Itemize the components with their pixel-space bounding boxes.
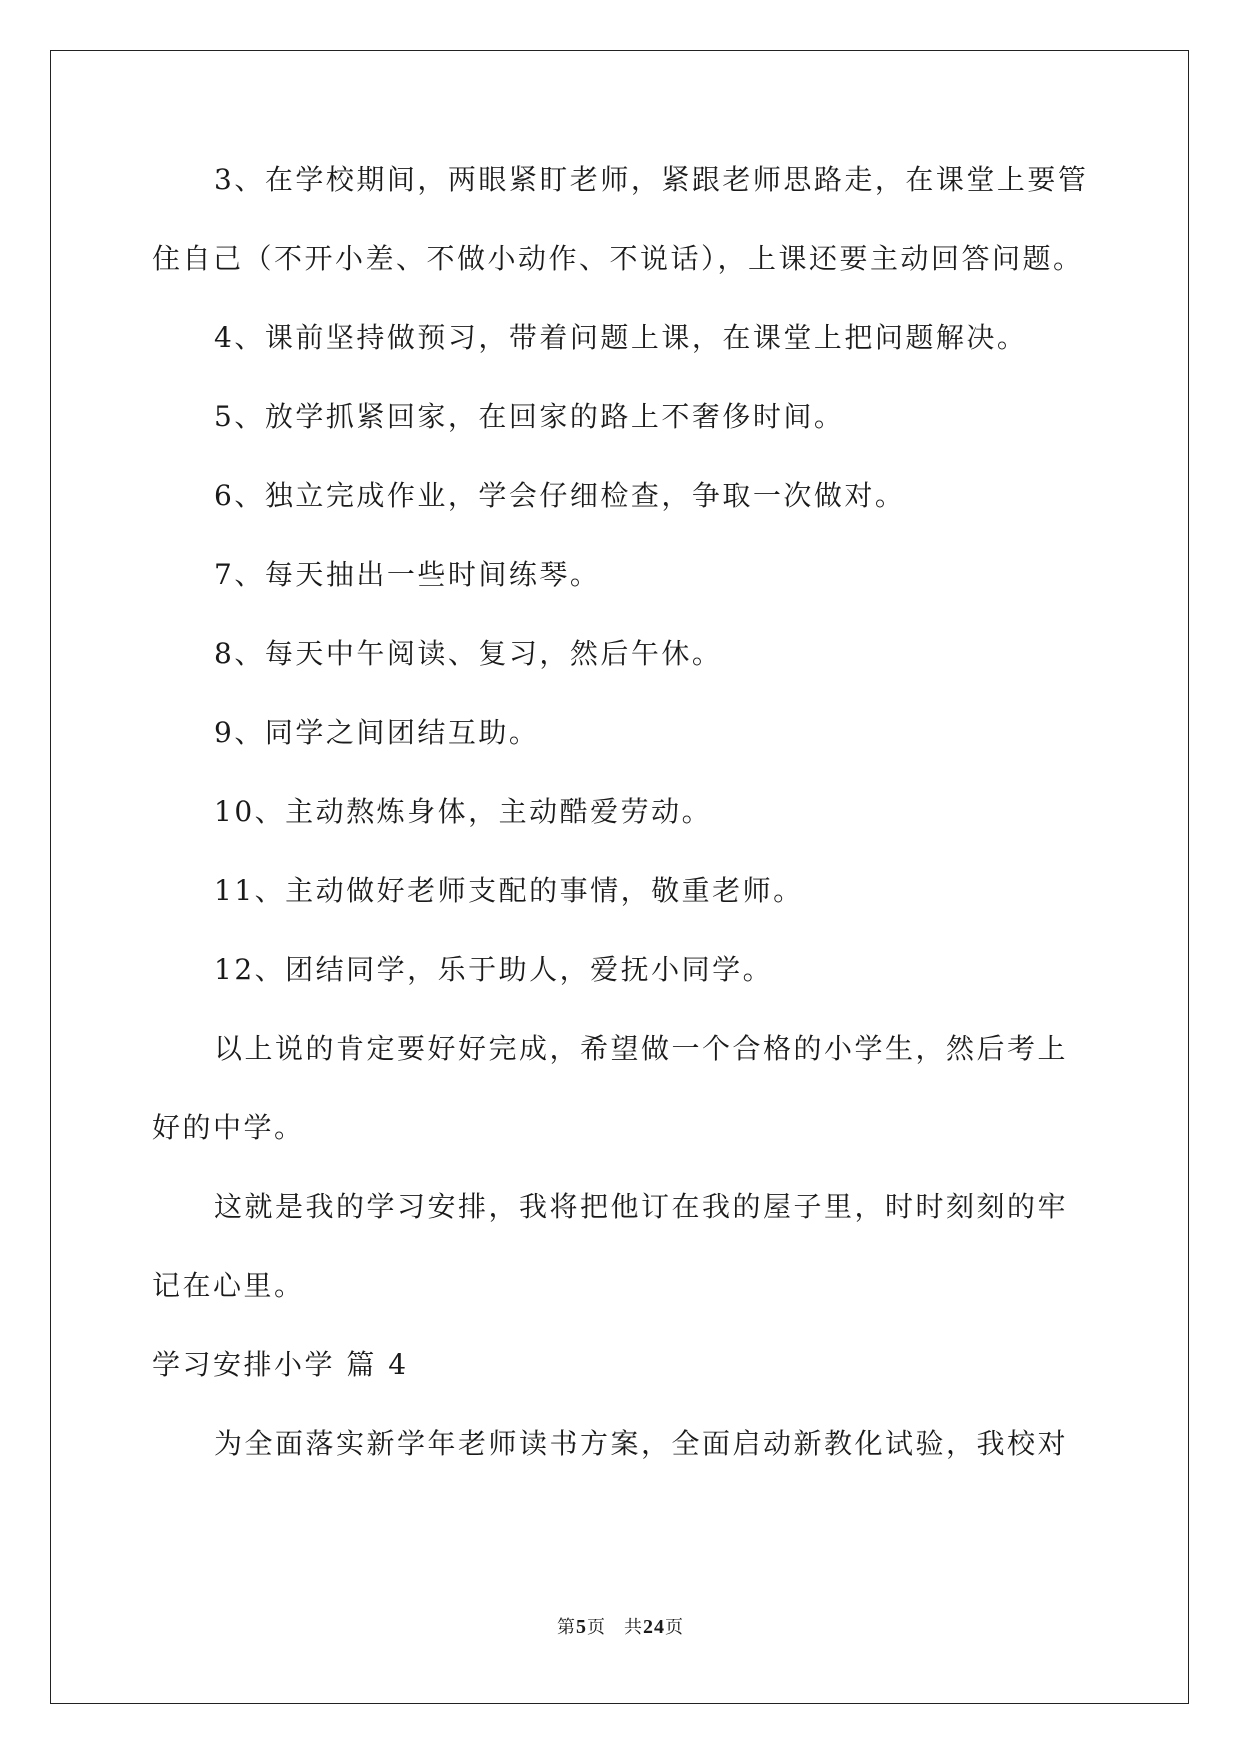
paragraph-line: 好的中学。 <box>152 1111 305 1144</box>
total-pages: 24 <box>643 1616 665 1638</box>
paragraph-line: 住自己（不开小差、不做小动作、不说话），上课还要主动回答问题。 <box>152 242 1084 275</box>
paragraph-line: 9、同学之间团结互助。 <box>214 716 540 749</box>
page-unit: 页 <box>587 1617 606 1638</box>
paragraph-line: 3、在学校期间，两眼紧盯老师，紧跟老师思路走，在课堂上要管 <box>214 163 1089 196</box>
section-heading: 学习安排小学 篇 4 <box>152 1348 409 1381</box>
paragraph-line: 11、主动做好老师支配的事情，敬重老师。 <box>214 874 804 907</box>
paragraph-line: 8、每天中午阅读、复习，然后午休。 <box>214 637 723 670</box>
page-prefix: 第 <box>557 1617 576 1638</box>
paragraph-line: 10、主动熬炼身体，主动酷爱劳动。 <box>214 795 713 828</box>
paragraph-line: 4、课前坚持做预习，带着问题上课，在课堂上把问题解决。 <box>214 321 1028 354</box>
paragraph-line: 5、放学抓紧回家，在回家的路上不奢侈时间。 <box>214 400 845 433</box>
total-unit: 页 <box>665 1617 684 1638</box>
paragraph-line: 7、每天抽出一些时间练琴。 <box>214 558 601 591</box>
paragraph-line: 这就是我的学习安排，我将把他订在我的屋子里，时时刻刻的牢 <box>214 1190 1069 1223</box>
paragraph-line: 为全面落实新学年老师读书方案，全面启动新教化试验，我校对 <box>214 1427 1069 1460</box>
total-prefix: 共 <box>624 1617 643 1638</box>
paragraph-line: 12、团结同学，乐于助人，爱抚小同学。 <box>214 953 774 986</box>
page-footer <box>0 1615 1241 1640</box>
paragraph-line: 6、独立完成作业，学会仔细检查，争取一次做对。 <box>214 479 906 512</box>
paragraph-line: 记在心里。 <box>152 1269 305 1302</box>
paragraph-line: 以上说的肯定要好好完成，希望做一个合格的小学生，然后考上 <box>214 1032 1069 1065</box>
page-number: 5 <box>576 1616 587 1638</box>
